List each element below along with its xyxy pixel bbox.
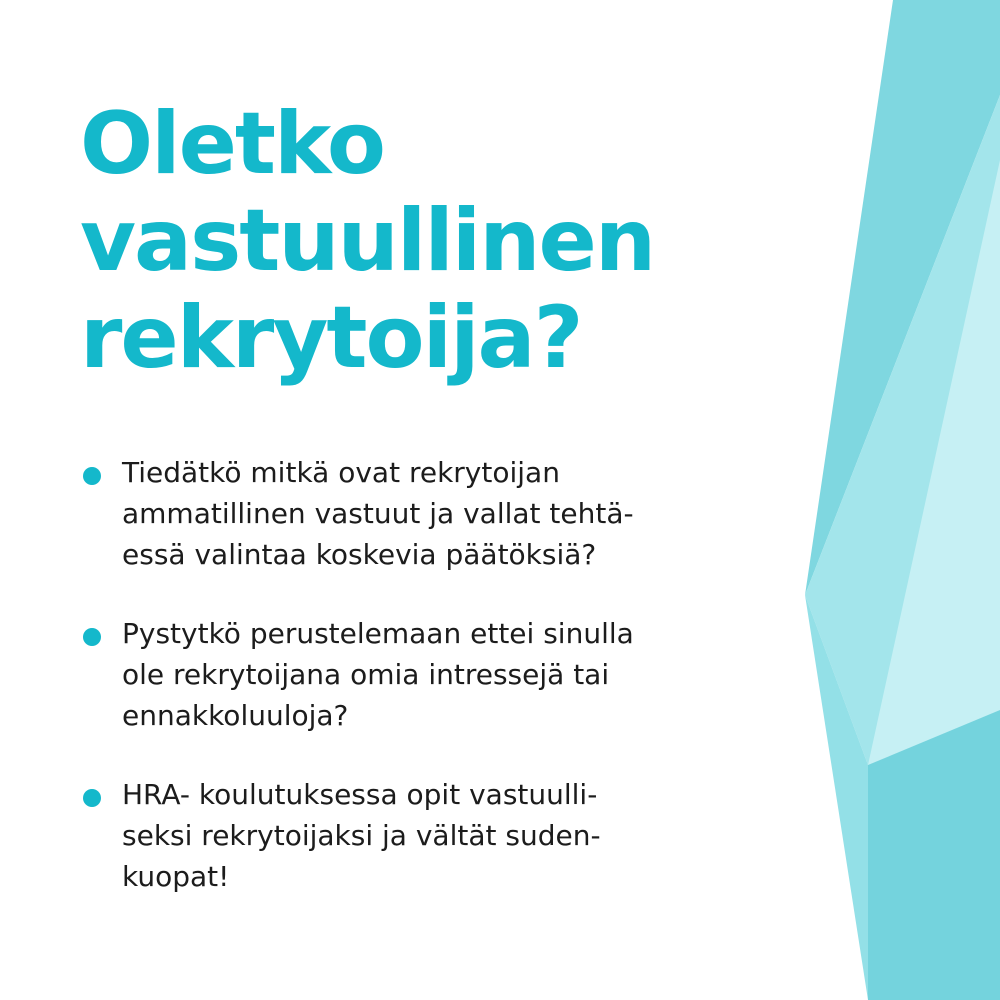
bullet-line: kuopat! bbox=[122, 860, 230, 893]
bullet-line: seksi rekrytoijaksi ja vältät suden- bbox=[122, 819, 601, 852]
bullet-line: essä valintaa koskevia päätöksiä? bbox=[122, 538, 597, 571]
bullet-dot-icon bbox=[83, 467, 101, 485]
title-line: Oletko bbox=[80, 94, 384, 194]
page-title bbox=[80, 96, 800, 387]
bullet-line: HRA- koulutuksessa opit vastuulli- bbox=[122, 778, 598, 811]
title-line: vastuullinen bbox=[80, 191, 655, 291]
bullet-line: Pystytkö perustelemaan ettei sinulla bbox=[122, 617, 634, 650]
list-item bbox=[80, 452, 740, 575]
bullet-text bbox=[122, 613, 740, 736]
bullet-list bbox=[80, 452, 740, 935]
title-line: rekrytoija? bbox=[80, 288, 582, 388]
bullet-text bbox=[122, 774, 740, 897]
bullet-line: Tiedätkö mitkä ovat rekrytoijan bbox=[122, 456, 560, 489]
bullet-line: ammatillinen vastuut ja vallat tehtä- bbox=[122, 497, 634, 530]
bullet-line: ole rekrytoijana omia intressejä tai bbox=[122, 658, 610, 691]
bullet-dot-icon bbox=[83, 628, 101, 646]
list-item bbox=[80, 774, 740, 897]
bullet-dot-icon bbox=[83, 789, 101, 807]
bullet-line: ennakkoluuloja? bbox=[122, 699, 349, 732]
list-item bbox=[80, 613, 740, 736]
bullet-text bbox=[122, 452, 740, 575]
